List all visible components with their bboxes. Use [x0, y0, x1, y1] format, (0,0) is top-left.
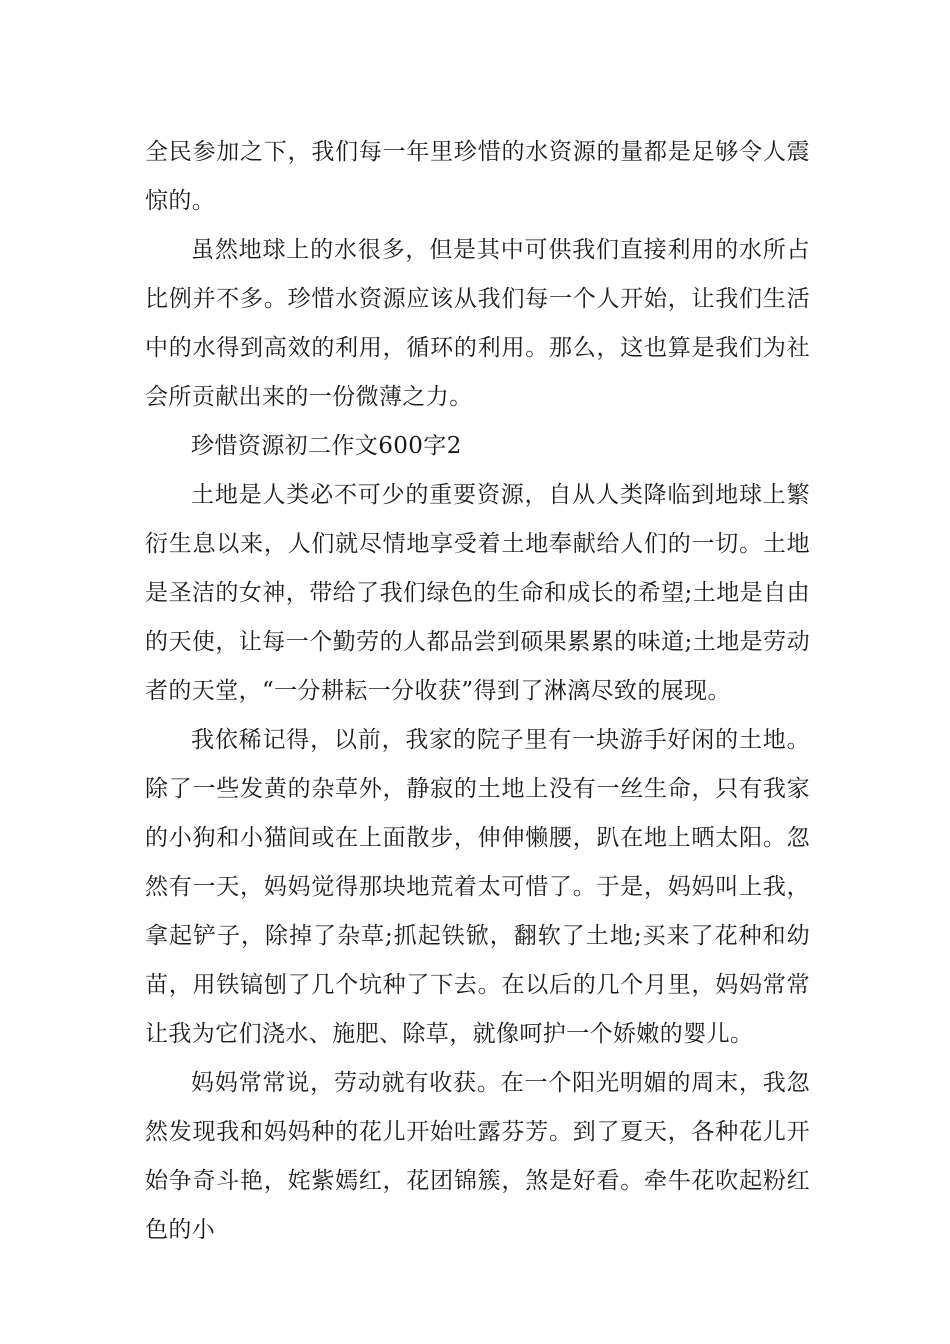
paragraph-4: 我依稀记得，以前，我家的院子里有一块游手好闲的土地。除了一些发黄的杂草外，静寂的土地上没有一丝生命，只有我家的小狗和小猫间或在上面散步，伸伸懒腰，趴在地上晒太阳。忽然有一天，妈妈觉得那块地荒着太可惜了。于是，妈妈叫上我，拿起铲子，除掉了杂草;抓起铁锨，翻软了土地;买来了花种和幼苗，用铁镐刨了几个坑种了下去。在以后的几个月里，妈妈常常让我为它们浇水、施肥、除草，就像呵护一个娇嫩的婴儿。 — [145, 727, 810, 1047]
paragraph-2: 虽然地球上的水很多，但是其中可供我们直接利用的水所占比例并不多。珍惜水资源应该从我们每一个人开始，让我们生活中的水得到高效的利用，循环的利用。那么，这也算是我们为社会所贡献出来的一份微薄之力。 — [145, 237, 810, 410]
paragraph-1: 全民参加之下，我们每一年里珍惜的水资源的量都是足够令人震惊的。 — [145, 139, 810, 214]
section-heading: 珍惜资源初二作文600字2 — [191, 433, 462, 459]
paragraph-5: 妈妈常常说，劳动就有收获。在一个阳光明媚的周末，我忽然发现我和妈妈种的花儿开始吐露芬芳。到了夏天，各种花儿开始争奇斗艳，姹紫嫣红，花团锦簇，煞是好看。牵牛花吹起粉红色的小 — [145, 1070, 810, 1243]
document-body — [145, 128, 810, 1255]
paragraph-3: 土地是人类必不可少的重要资源，自从人类降临到地球上繁衍生息以来，人们就尽情地享受着土地奉献给人们的一切。土地是圣洁的女神，带给了我们绿色的生命和成长的希望;土地是自由的天使，让每一个勤劳的人都品尝到硕果累累的味道;土地是劳动者的天堂，“一分耕耘一分收获”得到了淋漓尽致的展现。 — [145, 482, 810, 704]
